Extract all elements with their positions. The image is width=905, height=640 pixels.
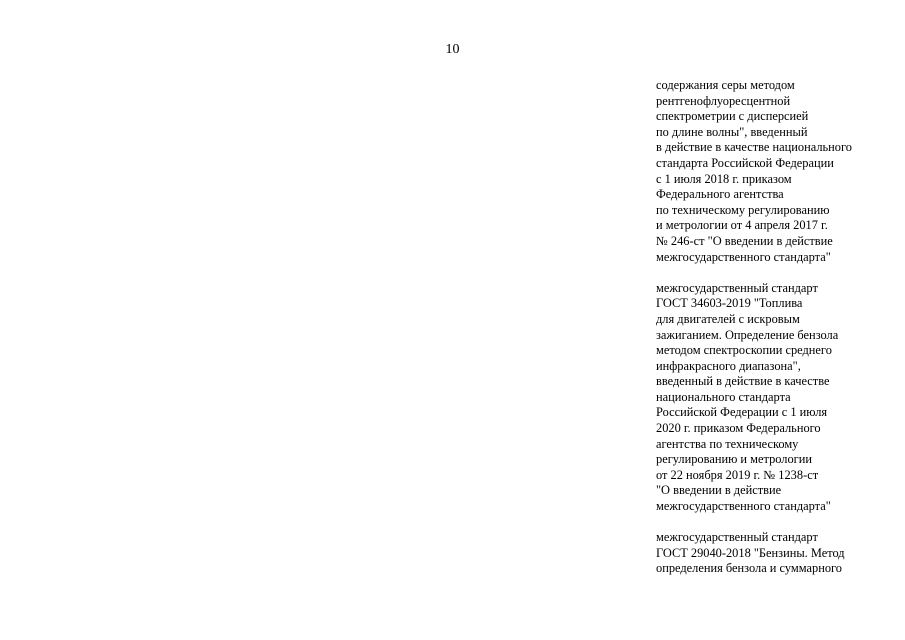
text-line: агентства по техническому <box>656 436 799 451</box>
text-line: определения бензола и суммарного <box>656 561 842 576</box>
text-line: для двигателей с искровым <box>656 311 800 326</box>
right-text-column <box>656 78 896 577</box>
text-line: зажиганием. Определение бензола <box>656 327 839 342</box>
text-line: от 22 ноября 2019 г. № 1238-ст <box>656 467 819 482</box>
text-line: межгосударственный стандарт <box>656 530 818 545</box>
text-line: инфракрасного диапазона", <box>656 358 801 373</box>
text-line: 2020 г. приказом Федерального <box>656 421 821 436</box>
text-line: межгосударственного стандарта" <box>656 499 831 514</box>
text-block-3 <box>656 530 896 577</box>
text-line: межгосударственного стандарта" <box>656 249 831 264</box>
text-line: Федерального агентства <box>656 187 784 202</box>
page-number: 10 <box>445 42 460 57</box>
text-line: по техническому регулированию <box>656 202 830 217</box>
text-line: ГОСТ 34603-2019 "Топлива <box>656 296 803 311</box>
text-line: № 246-ст "О введении в действие <box>656 233 833 248</box>
text-line: Российской Федерации с 1 июля <box>656 405 828 420</box>
text-line: методом спектроскопии среднего <box>656 343 832 358</box>
text-line: спектрометрии с дисперсией <box>656 109 809 124</box>
text-line: ГОСТ 29040-2018 "Бензины. Метод <box>656 545 845 560</box>
text-line: межгосударственный стандарт <box>656 280 818 295</box>
text-line: в действие в качестве национального <box>656 140 852 155</box>
text-line: введенный в действие в качестве <box>656 374 830 389</box>
text-line: "О введении в действие <box>656 483 782 498</box>
text-line: национального стандарта <box>656 389 791 404</box>
text-line: регулированию и метрологии <box>656 452 813 467</box>
text-block-2 <box>656 281 896 515</box>
text-line: и метрологии от 4 апреля 2017 г. <box>656 218 828 233</box>
text-line: содержания серы методом <box>656 78 795 92</box>
text-block-1 <box>656 78 896 265</box>
text-line: по длине волны", введенный <box>656 124 808 139</box>
text-line: с 1 июля 2018 г. приказом <box>656 171 792 186</box>
text-line: стандарта Российской Федерации <box>656 155 834 170</box>
text-line: рентгенофлуоресцентной <box>656 93 791 108</box>
